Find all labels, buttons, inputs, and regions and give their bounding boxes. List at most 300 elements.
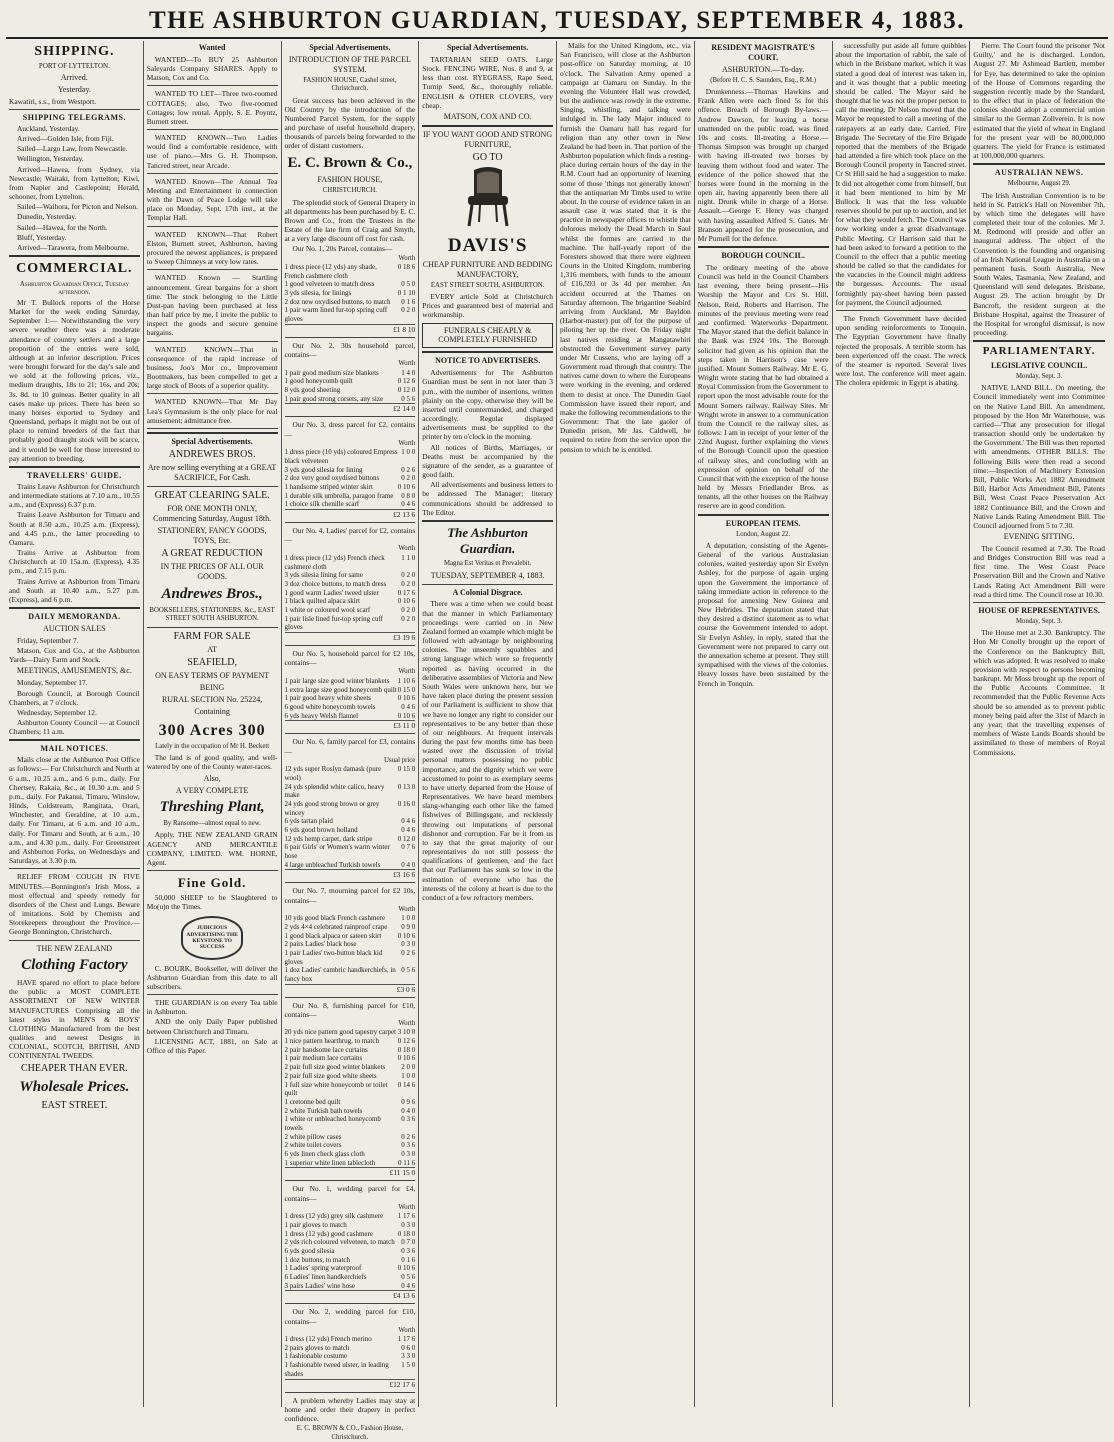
divider — [285, 1180, 416, 1181]
item-cell: 3 yds silesia, for linings — [284, 288, 352, 297]
divider — [285, 1303, 416, 1304]
table-row — [285, 1256, 416, 1265]
worth-label: Worth — [398, 668, 416, 676]
price-cell: 0 12 0 — [397, 834, 416, 843]
price-cell: 0 13 0 — [397, 782, 416, 791]
also-text: Also, — [203, 773, 221, 783]
table-row — [285, 377, 416, 386]
worth-label: Worth — [398, 1203, 416, 1211]
article-heading: A Colonial Disgrace. — [452, 587, 523, 597]
house-text: The House met at 2.30. Bankruptcy. The Hon Mr Conolly brought up the report of the Conference on the Bankruptcy Bill, which was adopted. It was resolved to make provision with respect to persons becoming bankrupt. Mr Moss brought up the report of the Public Accounts Committee. It recommended that the Public Revenue Acts should be so amended as to prevent public money being paid after the 31st of March in any year; that the travelling expenses of members of Waste Lands Boards should be assimilated to those of members of Royal Commissions. — [973, 628, 1105, 757]
item-cell: 8 yds good sheeting — [284, 385, 341, 394]
parcel-table — [285, 369, 416, 404]
factory-heading: Clothing Factory — [21, 957, 128, 974]
table-row — [285, 1335, 416, 1344]
item-cell: 12 yds super Roslyn damask (pure wool) — [284, 765, 382, 782]
item-cell: 1 pair good heavy white sheets — [284, 694, 372, 703]
yesterday-label: Yesterday. — [57, 84, 91, 94]
parcel-table — [285, 263, 416, 324]
table-row — [285, 677, 416, 686]
list-item: Trains Arrive at Ashburton from Timaru and South at 10.40 a.m., 5.27 p.m. (Express), and 6 p.m. — [9, 576, 140, 604]
table-row — [285, 1054, 416, 1063]
masthead-rule — [6, 37, 1108, 39]
table-row — [285, 861, 416, 870]
price-cell: 0 5 0 — [401, 280, 416, 289]
meetings-heading: MEETINGS, AMUSEMENTS, &c. — [16, 666, 132, 676]
davis-heading: DAVIS'S — [447, 235, 528, 257]
item-cell: 20 yds nice pattern good tapestry carpet — [284, 1028, 397, 1037]
item-cell: 2 pairs gloves to match — [284, 1343, 350, 1352]
land-text: The land is of good quality, and well-watered by one of the County water-races. — [146, 753, 278, 772]
list-item: Borough Council, at Borough Council Chambers, at 7 o'clock. — [9, 688, 140, 707]
threshing-heading: Threshing Plant, — [159, 799, 265, 816]
table-row — [285, 932, 416, 941]
divider — [147, 393, 278, 394]
cheap-text: CHEAP FURNITURE AND BEDDING MANUFACTORY, — [422, 259, 553, 279]
item-cell: 1 pair lisle lined fur-top spring cuff gloves — [284, 614, 383, 632]
legislative-heading: LEGISLATIVE COUNCIL. — [990, 360, 1088, 370]
meetings-list — [9, 678, 140, 736]
london-text: Pierre. The Court found the prisoner 'Not Guilty,' and he is discharged. London, August 27. Mr Ashmead Bartlett, member for Eye, has determined to take the opinion of the House of Commons regarding the suggestion recently made by the Standard, to the effect that in place of federation the colonies should adopt a commercial union similar to the German Zollverein. It is now estimated that the yield of wheat in England for the present year will be 80,000,000 quarters. The yield for France is estimated at 100,000,000 quarters. — [973, 41, 1105, 161]
price-cell: 0 17 6 — [397, 588, 416, 597]
item-cell: 1 doz Ladies' cambric handkerchiefs, in fancy box — [284, 966, 396, 983]
euro-date: London, August 22. — [736, 530, 791, 538]
divider — [698, 246, 829, 248]
notice-heading: NOTICE TO ADVERTISERS. — [435, 356, 541, 366]
port-heading: PORT OF LYTTELTON. — [38, 62, 110, 71]
item-cell: 1 pair good medium size blankets — [284, 368, 379, 377]
sacrifice-text: Are now selling everything at a GREAT SACRIFICE, For Cash. — [147, 463, 277, 483]
divider — [147, 129, 278, 130]
item-cell: 6 yds tartan plaid — [284, 817, 333, 826]
column-2 — [144, 41, 282, 1407]
chair-icon — [422, 166, 553, 230]
table-row — [285, 1028, 416, 1037]
wanted-ad: WANTED Known—The Annual Tea Meeting and Entertainment in connection with the Dawn of Peace Lodge will take place on Monday, Sept. 17th inst., at the Templar Hall. — [146, 176, 278, 223]
table-row — [285, 694, 416, 703]
list-item: Dunedin, Yesterday. — [17, 212, 77, 222]
item-cell: 1 fashionable tweed ulster, in leading shades — [284, 1361, 389, 1378]
item-cell: 1 good warm Ladies' tweed ulster — [284, 588, 379, 597]
parcel-heading: Our No. 7, mourning parcel for £2 10s, contains— — [284, 886, 416, 905]
item-cell: 1 dress (12 yds) French merino — [284, 1335, 372, 1344]
parcel-total: £2 13 6 — [285, 509, 416, 519]
price-cell: 1 1 0 — [401, 553, 416, 562]
list-item: Ashburton County Council — at Council Chambers; 11 a.m. — [9, 718, 140, 737]
divider — [147, 341, 278, 342]
parcel-total: £2 14 0 — [285, 403, 416, 413]
court-sub: ASHBURTON.—To-day. — [721, 64, 805, 74]
divider — [422, 125, 553, 127]
house-text: FASHION HOUSE, — [317, 175, 383, 185]
price-cell: 0 3 0 — [401, 1149, 416, 1158]
section-text: RURAL SECTION No. 25224, — [161, 695, 263, 705]
farm-at: AT — [207, 645, 218, 655]
item-cell: 1 pair large size good winter blankets — [284, 676, 390, 685]
list-item: Matson, Cox and Co., at the Ashburton Yards—Dairy Farm and Stock. — [9, 646, 140, 665]
price-cell: 0 5 6 — [401, 966, 416, 975]
divider — [9, 466, 140, 468]
price-cell: 3 3 0 — [401, 1352, 416, 1361]
divider — [9, 739, 140, 741]
item-cell: 6 yds good brown holland — [284, 825, 358, 834]
price-cell: 0 16 0 — [397, 799, 416, 808]
item-cell: 1 cretonne bed quilt — [284, 1097, 341, 1106]
price-cell: 0 3 6 — [401, 1141, 416, 1150]
item-cell: 3 yds good silesia for lining — [284, 465, 363, 474]
worth-label: Worth — [398, 545, 416, 553]
item-cell: 1 superior white linen tablecloth — [284, 1158, 376, 1167]
price-cell: 0 4 6 — [401, 500, 416, 509]
price-cell: 0 8 0 — [401, 491, 416, 500]
price-cell: 0 4 0 — [401, 860, 416, 869]
list-item: Arrived—Tarawera, from Melbourne. — [17, 242, 129, 252]
table-row — [285, 580, 416, 589]
commercial-heading: COMMERCIAL. — [16, 261, 133, 277]
reduction-heading: A GREAT REDUCTION — [161, 548, 263, 560]
divider — [973, 602, 1105, 603]
divider — [422, 584, 553, 585]
item-cell: 2 pair full size good white sheets — [284, 1071, 377, 1080]
list-item: Arrived—Hawea, from Sydney, via Newcastle; Waitaki, from Lyttelton; Kiwi, from Napier and Castlepoint; Herald, schooner, from Lyttelton. — [9, 164, 140, 202]
table-row — [285, 826, 416, 835]
table-row — [285, 1282, 416, 1291]
table-row — [285, 483, 416, 492]
table-row — [285, 474, 416, 483]
worth-label: Worth — [398, 254, 416, 262]
court-text: Drunkenness.—Thomas Hawkins and Frank Allen were each fined 5s for this offence. Breach of Borough By-laws.—Andrew Dawson, for leaving a horse unattended on the public road, was fined 10s and costs. Ill-treating a Horse.—Thomas Simpson was brought up charged with having ill-treated two horses by leaving them without food and water. The evidence of the police showed that the horses were found in the morning in the open air, having apparently been there all night. Drunk while in charge of a Horse. Assault.—George F. Henry was charged with having assaulted Alfred S. Gates. Mr Branson appeared for the prosecution, and Mr Purnell for the defence. — [697, 87, 829, 243]
commercial-text: Mr T. Bullock reports of the Horse Market for the week ending Saturday, September 1:— Notwithstanding the very severe weather there was a moderate attendance of country settlers and a large proportion of the entries were sold, although at an inferior description. Prices were brought forward for the day's sale and we sold at the following prices, viz., medium draughts, 18s to 21; 16s, and 20s; 3s. 8d. to 10 guineas. Better quality in all cases make up prices. There has been so many horses exported to Sydney and Queensland, perhaps it might not be out of place to remind breeders of the fact that probably good draught stock will be scarce, and it would be well for those interested to pay attention to breeding. — [9, 297, 140, 463]
table-row — [285, 448, 416, 465]
item-cell: 1 dress piece (12 yds) any shade, French cashmere cloth — [284, 262, 377, 280]
divider — [285, 522, 416, 523]
street-label: EAST STREET. — [41, 1099, 108, 1111]
price-cell: 1 5 0 — [401, 1361, 416, 1370]
item-cell: 1 dress (12 yds) good cashmere — [284, 1229, 373, 1238]
divider — [147, 85, 278, 86]
columns — [6, 41, 1108, 1441]
divider — [147, 870, 278, 871]
item-cell: 1 nice pattern hearthrug, to match — [284, 1037, 379, 1046]
list-item: Auckland, Yesterday. — [17, 123, 80, 133]
arrived-label: Arrived. — [60, 73, 88, 83]
item-cell: 4 large unbleached Turkish towels — [284, 860, 381, 869]
item-cell: 1 pair good strong corsets, any size — [284, 394, 384, 403]
item-cell: 2 pair full size good winter blankets — [284, 1063, 386, 1072]
item-cell: 1 pair gloves to match — [284, 1220, 347, 1229]
issue-date: TUESDAY, SEPTEMBER 4, 1883. — [430, 570, 545, 580]
divider — [285, 882, 416, 883]
advertising-stamp-icon: JUDICIOUS ADVERTISING THE KEYSTONE TO SUCCESS — [181, 916, 243, 960]
item-cell: 2 pairs Ladies' black hose — [284, 940, 357, 949]
special-heading: Special Advertisements. — [171, 436, 253, 446]
table-row — [285, 597, 416, 606]
table-row — [285, 1361, 416, 1378]
nz-heading: THE NEW ZEALAND — [36, 943, 113, 953]
price-cell: 0 5 6 — [401, 394, 416, 403]
price-cell: 0 4 6 — [401, 702, 416, 711]
parcel-total: £4 13 6 — [285, 1290, 416, 1300]
price-cell: 3 10 0 — [397, 1028, 416, 1037]
euro-cont-text: The French Government have decided upon sending reinforcements to Tonquin. The Egyptian Government have finally rejected the proposals. A terrible storm has been experienced off the coast. The wreck of the steamer is reported. Several lives were lost. The conference will meet again. The cholera epidemic in Egypt is abating. — [835, 313, 967, 388]
column-6 — [695, 41, 833, 1407]
list-item: Sailed—Largo Law, from Newcastle. — [17, 144, 128, 154]
table-row — [285, 1344, 416, 1353]
parcel-table — [285, 1212, 416, 1290]
worth-label: Worth — [398, 905, 416, 913]
item-cell: 1 black quilted alpaca skirt — [284, 597, 360, 606]
price-cell: 1 0 0 — [401, 914, 416, 923]
table-row — [285, 966, 416, 983]
divider — [285, 1392, 416, 1393]
australian-date: Melbourne, August 29. — [1007, 180, 1071, 188]
item-cell: 24 yds splendid white calico, heavy make — [284, 782, 385, 800]
parcel-table — [285, 765, 416, 869]
clearing-heading: GREAT CLEARING SALE. — [154, 490, 270, 502]
table-row — [285, 1150, 416, 1159]
legislative-text: NATIVE LAND BILL. On meeting, the Council immediately went into Committee on the Native Land Bill. An amendment, proposed by the Hon Mr Waterhouse, was carried—'That any prosecution for illegal transaction should only be undertaken by the Government.' The Bill was then reported with amendments. OTHER BILLS. The following Bills were then read a second time:—Inspection of Machinery Extension Bill, Public Works Act 1882 Amendment Bill, Harbor Acts Amendment Bill, Patents Bill, West Coast Peace Preservation Act 1882 Continuance Bill, and the Crown and Native Lands Rating Amendment Bill. The Council adjourned from 5 to 7.30. — [973, 383, 1105, 530]
tartarian-text: TARTARIAN SEED OATS. Large Stock. FENCING WIRE, Nos. 8 and 9, at less than cost. RYEGRASS, Rape Seed, Turnip Seed, &c., thoroughly reliable. ENGLISH & OTHER CLOVERS, very cheap. — [422, 54, 553, 110]
table-row — [285, 923, 416, 932]
list-item: Trains Leave Ashburton for Timaru and South at 8.50 a.m., 10.25 a.m. (Express), and 4.45 p.m., the latter proceeding to Oamaru. — [9, 510, 140, 547]
item-cell: 3 yds silesia lining for same — [284, 571, 363, 580]
item-cell: 1 durable silk umbrella, paragon frame — [284, 491, 394, 500]
parcel-table — [285, 914, 416, 983]
price-cell: 0 4 0 — [401, 1106, 416, 1115]
brown-sig: E. C. BROWN & CO., Fashion House, Christchurch. — [296, 1425, 404, 1441]
item-cell: 1 full size white honeycomb or toilet quilt — [284, 1080, 388, 1098]
list-item: Wednesday, September 12. — [17, 707, 97, 717]
table-row — [285, 1352, 416, 1361]
parcel-heading: Our No. 5, household parcel for £2 10s, contains— — [284, 649, 416, 668]
price-cell: 0 2 6 — [401, 1132, 416, 1141]
divider — [147, 994, 278, 995]
council-text: successfully put aside all future quibbles about the importation of rabbit, the sale of which in the Brisbane market, which it was stated a good deal of interest was taken in, and it was thought that a public meeting should be called. The Mayor said he thought that he was not the proper person to call the meeting. Dr Nelson moved that the Mayor be requested to call a meeting of the ratepayers at an early date. Carried. Fire Brigade. The Secretary of the Fire Brigade reported that the members of the Brigade had attended a fire which took place on the Borough Council property in Tancred street. Cr St Hill said he had a suggestion to make. It did not altogether come from himself, but it had been mentioned to him by Mr Bullock. It was that the less valuable reserves should be put up to auction, and let for what they would fetch. The Council was now working under a great disadvantage. Public Meeting. Cr Harrison said that he had been asked to forward a petition to the Council to the effect that a public meeting should be called so that the candidates for the vacancies in the Council might address the burgesses. Accounts. The usual fortnightly pay-sheet having been passed for payment, the Council adjourned. — [835, 41, 967, 307]
list-item: Arrived—Golden Isle, from Fiji. — [17, 134, 114, 144]
licensing-text: LICENSING ACT, 1881, on Sale at Office of this Paper. — [146, 1036, 278, 1055]
list-item: Monday, September 17. — [17, 678, 88, 688]
item-cell: 1 Ladies' spring waterproof — [284, 1264, 362, 1273]
price-cell: 0 2 0 — [401, 474, 416, 483]
price-cell: 0 1 10 — [397, 288, 416, 297]
price-cell: 0 2 6 — [401, 948, 416, 957]
price-cell: 0 7 0 — [401, 1238, 416, 1247]
terms-text: ON EASY TERMS OF PAYMENT — [155, 671, 270, 681]
brown-heading: E. C. Brown & Co., — [287, 154, 413, 171]
auction-heading: AUCTION SALES — [43, 624, 106, 633]
evening-text: The Council resumed at 7.30. The Road and Bridges Construction Bill was read a first time. The West Coast Peace Preservation Bill and the Crown and Native Lands Rating Act Amendment Bill were read a third time. The Council rose at 10.30. — [973, 543, 1105, 599]
item-cell: 1 dress (12 yds) grey silk cashmere — [284, 1212, 384, 1221]
price-cell: 0 1 6 — [401, 1255, 416, 1264]
telegrams-heading: SHIPPING TELEGRAMS. — [22, 113, 126, 123]
divider — [147, 627, 278, 628]
worth-label: Worth — [398, 360, 416, 368]
wanted-ad: WANTED KNOWN—That Mr Day Lea's Gymnasium is the only place for real amusement; admittance free. — [146, 397, 278, 425]
table-row — [285, 1115, 416, 1132]
bourk-text: C. BOURK, Bookseller, will deliver the Ashburton Guardian from this date to all subscribers. — [146, 963, 278, 991]
fashion-text: FASHION HOUSE, Cashel street, Christchurch. — [303, 76, 397, 93]
notice-text-2: All notices of Births, Marriages, or Deaths must be accompanied by the signature of the sender, as a guarantee of good faith. — [422, 442, 553, 480]
table-row — [285, 765, 416, 782]
item-cell: 1 extra large size good honeycomb quilt — [284, 685, 397, 694]
footer-text: A problem whereby Ladies may stay at home and order their drapery in perfect confidence. — [284, 1395, 416, 1424]
parcel-total: £12 17 6 — [285, 1379, 416, 1389]
article-text: There was a time when we could boast that the manner in which Parliamentary proceedings were carried on in New Zealand formed an example which might be followed with advantage by neighbouring colonies. The unseemly squabbles and strong language which were so frequently reported as having occurred in the deliberative assemblies of Victoria and New South Wales were unknown here, but we have taken place during the present session of our Parliament is sufficient to show that we have no longer any right to consider our representatives to be any better than those of our neighbours. At frequent intervals during the past few months time has been wasted over the discussion of trivial personal matters possessing no public importance, and the dignity which we were accustomed to point to as exemplary seems to have utterly departed from the House of Representatives. We have heard members slang-whanging each other like the famed fishwives of Billingsgate, and recklessly throwing out imputations of personal dishonor and corruption. Far be it from us to say that the great majority of our representatives do not still possess the qualifications of gentlemen, and the fact that our Parliament has sunk so low in the estimation of everyone who has the interests of the colony at heart is due to the conduct of a few refractory members. — [422, 599, 553, 902]
price-cell: 0 10 6 — [397, 694, 416, 703]
item-cell: 24 yds good strong brown or grey wincey — [284, 799, 380, 817]
item-cell: 1 fashionable costume — [284, 1352, 348, 1361]
item-cell: 3 pairs Ladies' wine hose — [284, 1281, 355, 1290]
list-item: Friday, September 7. — [17, 635, 79, 645]
table-row — [285, 703, 416, 712]
item-cell: 6 yds linen check glass cloth — [284, 1149, 365, 1158]
parcel-total: £3 0 6 — [285, 984, 416, 994]
table-row — [285, 783, 416, 800]
table-row — [285, 554, 416, 571]
being-text: BEING — [199, 683, 225, 693]
divider — [9, 109, 140, 110]
table-row — [285, 280, 416, 289]
brown-text: The splendid stock of General Drapery in all departments has been purchased by E. C. Brown and Co., from the Trustees in the Estate of the late firm of Craig and Smyth, at a very large discount off cost for cash. — [284, 197, 416, 244]
list-item: Trains Leave Ashburton for Christchurch and intermediate stations at 7.10 a.m., 10.55 a.m., and (Express) 6.37 p.m. — [9, 481, 140, 510]
table-row — [285, 686, 416, 695]
legislative-date: Monday, Sept. 3. — [1016, 372, 1063, 380]
column-7 — [833, 41, 971, 1407]
notice-text: Advertisements for The Ashburton Guardian must be sent in not later than 3 p.m., with the number of insertions, written plainly on the copy, otherwise they will be inserted until countermanded, and charged accordingly. Regular displayed advertisements must be supplied to the printer by ten o'clock in the morning. — [422, 368, 553, 442]
commercial-date: Ashburton Guardian Office, Tuesday afternoon. — [19, 279, 130, 297]
parcel-heading: Our No. 2, 30s household parcel, contains— — [284, 340, 416, 360]
telegram-list — [9, 124, 140, 252]
clearing-sub: FOR ONE MONTH ONLY, Commencing Saturday, August 18th. — [153, 504, 272, 524]
parcel-total: £1 8 10 — [285, 324, 416, 334]
memoranda-heading: DAILY MEMORANDA. — [28, 612, 121, 622]
parcel-heading: Our No. 1, 20s Parcel, contains— — [292, 244, 393, 254]
list-item: Sailed—Waihora, for Picton and Nelson. — [17, 202, 138, 212]
divider — [147, 486, 278, 487]
worth-label: Worth — [398, 1326, 416, 1334]
item-cell: 2 yds 4×4 celebrated rainproof crape — [284, 922, 388, 931]
wanted-heading: Wanted — [198, 43, 226, 52]
mail-text: Mails close at the Ashburton Post Office as follows:— For Christchurch and North at 6 a.m., 10.25 a.m., and 6 p.m., daily. For Chertsey, Rakaia, &c., at 10.30 a.m. and 5 p.m., daily. For Pakanui, Timaru, Winslow, Hinds, Coldstream, Rangitata, Orari, Winchester, and Geraldine, at 10 a.m., daily. For Timaru, at 6 a.m. and 10 a.m., daily. For Timaru and South, at 6 a.m., 10 a.m., and 4.30 p.m., daily. For Greenstreet and Ashburton Forks, on Wednesdays and Saturdays, at 3.30 p.m. — [9, 755, 140, 866]
farm-heading: FARM FOR SALE — [173, 630, 251, 642]
parcel-heading: Our No. 3, dress parcel for £2, contains— — [284, 420, 416, 439]
paper-title: The Ashburton Guardian. — [447, 524, 529, 557]
trains-list — [9, 482, 140, 604]
table-row — [285, 263, 416, 280]
daily-text: AND the only Daily Paper published between Christchurch and Timaru. — [146, 1017, 278, 1036]
cheaper-heading: CHEAPER THAN EVER. — [20, 1062, 128, 1074]
australian-heading: AUSTRALIAN NEWS. — [994, 168, 1084, 178]
table-row — [285, 1037, 416, 1046]
divider — [147, 432, 278, 434]
price-cell: 0 7 6 — [401, 843, 416, 852]
parcel-heading: Our No. 1, wedding parcel for £4, contains— — [284, 1184, 416, 1203]
price-cell: 0 2 0 — [401, 571, 416, 580]
shipping-heading: SHIPPING. — [34, 44, 115, 59]
special-heading: Special Advertisements. — [309, 43, 391, 52]
item-cell: 1 good black alpaca or sateen skirt — [284, 931, 382, 940]
apply-text: Apply, THE NEW ZEALAND GRAIN AGENCY AND MERCANTILE COMPANY, LIMITED. WM. HORNE, Agent. — [146, 830, 278, 867]
worth-label: Usual price — [384, 756, 416, 764]
factory-text: HAVE spared no effort to place before the public a MOST COMPLETE ASSORTMENT OF NEW WINTER MANUFACTURES Comprising all the latest styles in MEN'S & BOYS' CLOTHING Manufactured from the best qualities and newest Designs in COLONIAL, SCOTCH, BRITISH, AND CONTINENTAL TWEEDS. — [9, 978, 140, 1061]
funerals-box: FUNERALS CHEAPLY & COMPLETELY FURNISHED — [422, 323, 553, 349]
price-cell: 0 12 6 — [397, 377, 416, 386]
item-cell: 6 yds heavy Welsh flannel — [284, 711, 359, 720]
chch-text: CHRISTCHURCH. — [322, 187, 377, 195]
parcel-heading: Our No. 2, wedding parcel for £10, contains— — [284, 1307, 416, 1326]
sheep-text: 50,000 SHEEP to be Slaughtered to Mo(u)n the Times. — [146, 893, 278, 912]
parcel-heading: Our No. 6, family parcel for £3, contains— — [284, 737, 416, 756]
table-row — [285, 914, 416, 923]
intro-text: Great success has been achieved in the Old Country by the introduction of the Numbered Parcel System, for the supply and purchase of useful household drapery, thousands of parcels being forwarded to the order of distant customers. — [284, 95, 416, 151]
table-row — [285, 1247, 416, 1256]
price-cell: 0 3 0 — [401, 1220, 416, 1229]
worth-label: Worth — [398, 439, 416, 447]
price-cell: 0 9 6 — [401, 1097, 416, 1106]
divider — [285, 337, 416, 338]
table-row — [285, 843, 416, 860]
table-row — [285, 386, 416, 395]
price-cell: 0 2 6 — [401, 465, 416, 474]
masthead: THE ASHBURTON GUARDIAN, TUESDAY, SEPTEMBER 4, 1883. — [148, 7, 966, 34]
price-cell: 0 10 6 — [397, 597, 416, 606]
news-text: Mails for the United Kingdom, etc., via San Francisco, will close at the Ashburton post-office on Saturday morning, at 10 o'clock. The Salvation Army opened a campaign at Oamaru on Sunday. In the evening the Volunteer Hall was crowded, but the audience was rowdy in the extreme. Singing, whistling, and talking were indulged in. The lady Major induced to furnish the Oamaru hall has regard for religion than any other town in New Zealand he had been in. That portion of the Ashburton population which finds a resting-place during certain hours of the day in the R.M. Court had an opportunity of learning some of those 'things not generally known' that the antiquarian Mr Timbs used to write about. In the course of evidence taken in an assault case it was stated that it is the practice in newspaper offices to whistle that dolorous melody the Dead March in Saul whilst the formes are carried to the machine. The half-yearly report of the Foresters showed that there were eighteen Courts in the United Kingdom, numbering 1,316 members, with funds to the amount of £16,593 or 3s 4d per member. An accident occurred at the Thames on Saturday afternoon. The brigantine Seabird arriving from Auckland, Mr Bayldon (Harbor-master) put off for the purpose of piloting her up the river. On Friday night last natives residing at Mangatawhiri obstructed the Government survey party under Mr Cussens, who are laying off a Government road through that country. The natives came down to where the Europeans were working in the evening, and ordered them to desist at once. The Dunedin Gaol Commission have issued their report, and make the following recommendations to the Government: That the late gaoler of Dunedin prison, Mr Jas. Caldwell, be required to retire from the service upon the pension to which he is entitled. — [560, 41, 691, 454]
andrewes-heading: ANDREWES BROS. — [168, 448, 256, 460]
arrived-line: Kawatiri, s.s., from Westport. — [9, 96, 97, 106]
table-row — [285, 712, 416, 721]
table-row — [285, 289, 416, 298]
acres-heading: 300 Acres 300 — [158, 722, 266, 739]
price-cell: 0 15 0 — [397, 765, 416, 774]
item-cell: 2 white pillow cases — [284, 1132, 342, 1141]
item-cell: 1 white or unbleached honeycomb towels — [284, 1115, 381, 1132]
parcel-heading: Our No. 8, furnishing parcel for £10, contains— — [284, 1000, 416, 1019]
price-cell: 0 3 0 — [401, 940, 416, 949]
motto: Magna Est Veritas et Prevalebit. — [443, 560, 532, 568]
parliamentary-heading: PARLIAMENTARY. — [982, 345, 1096, 358]
house-heading: HOUSE OF REPRESENTATIVES. — [978, 605, 1100, 615]
table-row — [285, 1238, 416, 1247]
item-cell: 6 good white honeycomb towels — [284, 702, 376, 711]
divider — [422, 351, 553, 353]
borough-text: The ordinary meeting of the above Council was held in the Council Chambers last evening, there being present—His Worship the Mayor and Crs St. Hill, Nelson, Reid, Roberts and Harrison. The minutes of the previous meeting were read and confirmed. Waterworks Department. The Mayor stated that the deficit balance in the Bank was £924 10s. The Borough solicitor had given as his opinion that the steps taken in Harrison's case were justified. Mount Somers Railway. Mr E. G. Wright wrote stating that he had obtained a Royal Commission from the Government to report upon the most advisable route for the Mount Somers railway. Railway Sites. Mr Wright wrote in answer to a communication from the Council re the railway sites, as follows: I am in receipt of your letter of the 22nd August, further explaining the views of the Borough Council upon the question of railway sites, and concluding with an expression of opinion on behalf of the Council that with the exception of the house held by Messrs Friedlander Bros. as tenants, all the other houses on the Railway reserve are in good condition. — [697, 262, 829, 511]
house-date: Monday, Sept. 3. — [1016, 617, 1063, 625]
wanted-ad: WANTED TO LET—Three two-roomed COTTAGES; also, Two five-roomed Cottages; low rental. Apply, S. E. Poyntz, Burnett street. — [146, 89, 278, 126]
intro-heading: INTRODUCTION OF THE PARCEL SYSTEM. — [288, 54, 411, 74]
table-row — [285, 1081, 416, 1098]
divider — [147, 428, 278, 429]
parcel-total: £3 16 6 — [285, 869, 416, 879]
matson-sig: MATSON, COX AND CO. — [443, 111, 532, 121]
price-cell: 0 15 0 — [397, 685, 416, 694]
column-8 — [970, 41, 1108, 1407]
price-cell: 0 2 0 — [401, 579, 416, 588]
price-cell: 0 18 0 — [397, 1045, 416, 1054]
price-cell: 1 0 0 — [401, 448, 416, 457]
divider — [147, 269, 278, 270]
table-row — [285, 1141, 416, 1150]
table-row — [285, 466, 416, 475]
price-cell: 0 12 6 — [397, 1037, 416, 1046]
item-cell: 3 doz choice buttons, to match dress — [284, 579, 387, 588]
price-cell: 0 1 6 — [401, 297, 416, 306]
wanted-ad: WANTED—To BUY 25 Ashburton Saleyards Company SHARES. Apply to Matson, Cox and Co. — [146, 54, 278, 83]
australian-text: The Irish Australian Convention is to be held in St. Patrick's Hall on November 7th, by which time the delegates will have completed their tour of the colonies. Mr J. M. Redmond will preside and offer an inaugural address. The object of the Convention is the founding and organising of an Irish National League in Australia on a permanent basis. South Australia, New South Wales, Tasmania, New Zealand, and Queensland will send delegates. Brisbane, August 29. The action brought by Dr Bancroft, the resident surgeon at the Brisbane Hospital, against the Treasurer of the Hospital for wrongful dismissal, is now proceeding. — [973, 190, 1106, 338]
relief-text: RELIEF FROM COUGH IN FIVE MINUTES.—Bonnington's Irish Moss, a most effectual and speedy remedy for disorders of the Chest and Lungs. Beware of imitations. Sold by Chemists and Storekeepers throughout the Province.—George Bonnington, Christchurch. — [9, 872, 140, 937]
occupation-text: Lately in the occupation of Mr H. Beckett — [155, 742, 270, 750]
parcel-heading: Our No. 4, Ladies' parcel for £2, contains— — [284, 526, 416, 545]
price-cell: 2 0 0 — [401, 1063, 416, 1072]
